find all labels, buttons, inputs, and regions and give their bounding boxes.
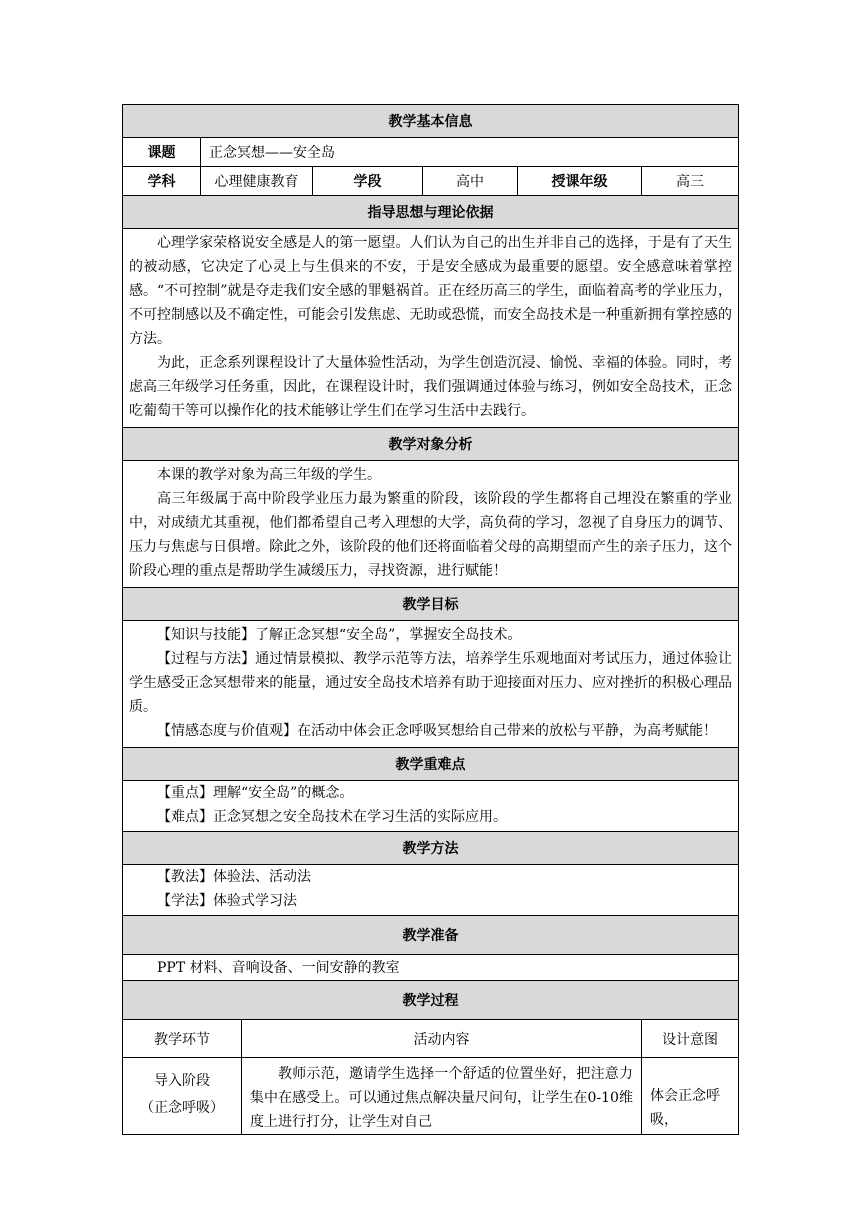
section-title: 教学基本信息 [123,105,739,138]
stage-label: 学段 [313,167,423,196]
process-header-stage: 教学环节 [123,1020,242,1058]
paragraph: 心理学家荣格说安全感是人的第一愿望。人们认为自己的出生并非自己的选择，于是有了天生的被动感，它决定了心灵上与生俱来的不安，于是安全感成为最重要的愿望。安全感意味着掌控感。“不可控制”就是夺走我们安全感的罪魁祸首。正在经历高三的学生，面临着高考的学业压力，不可控制感以及不确定性，可能会引发焦虑、无助或恐慌，而安全岛技术是一种重新拥有掌控感的方法。 [129,235,733,347]
guiding-content [123,229,739,428]
prep-content [123,955,739,981]
paragraph: 为此，正念系列课程设计了大量体验性活动，为学生创造沉浸、愉悦、幸福的体验。同时，考虑高三年级学习任务重，因此，在课程设计时，我们强调通过体验与练习，例如安全岛技术，正念吃葡萄干等可以操作化的技术能够让学生们在学习生活中去践行。 [129,355,733,419]
topic-label: 课题 [123,138,201,167]
paragraph: 【知识与技能】了解正念冥想“安全岛”，掌握安全岛技术。 [157,627,522,643]
paragraph: 【过程与方法】通过情景模拟、教学示范等方法，培养学生乐观地面对考试压力，通过体验让学生感受正念冥想带来的能量，通过安全岛技术培养有助于迎接面对压力、应对挫折的积极心理品质。 [129,651,733,715]
subject-value: 心理健康教育 [201,167,313,196]
paragraph: PPT 材料、音响设备、一间安静的教室 [157,959,400,976]
paragraph: 【重点】理解“安全岛”的概念。 [157,785,354,801]
objects-content-row [123,461,739,588]
section-key-points [123,748,739,781]
process-row [123,1058,739,1135]
lesson-plan-table [122,104,739,1135]
section-basic-info [123,105,739,138]
subject-row [123,167,739,196]
paragraph: 【学法】体验式学习法 [157,893,297,909]
process-intent-cell: 体会正念呼吸， [642,1058,739,1135]
methods-content-row [123,865,739,916]
paragraph: 【情感态度与价值观】在活动中体会正念呼吸冥想给自己带来的放松与平静，为高考赋能！ [157,723,717,739]
key-content-row [123,781,739,832]
section-goals [123,588,739,621]
paragraph: 本课的教学对象为高三年级的学生。 [157,467,381,483]
goals-content-row [123,621,739,748]
grade-value: 高三 [642,167,739,196]
grade-label: 授课年级 [518,167,642,196]
topic-row [123,138,739,167]
prep-content-row [123,955,739,981]
activity-text: 教师示范，邀请学生选择一个舒适的位置坐好，把注意力集中在感受上。可以通过焦点解决量尺问句，让学生在0-10维度上进行打分，让学生对自己 [250,1066,633,1130]
section-process [123,981,739,1020]
section-methods [123,832,739,865]
process-stage-cell [123,1058,242,1135]
section-guiding [123,196,739,229]
goals-content [123,621,739,748]
objects-content [123,461,739,588]
process-header-row [123,1020,739,1058]
section-title: 教学准备 [123,916,739,955]
key-content [123,781,739,832]
paragraph: 【难点】正念冥想之安全岛技术在学习生活的实际应用。 [157,809,507,825]
stage-name: 导入阶段 [154,1073,210,1089]
stage-value: 高中 [423,167,518,196]
stage-subtitle: （正念呼吸） [140,1100,224,1116]
topic-value: 正念冥想——安全岛 [201,138,739,167]
section-objects [123,428,739,461]
section-title: 教学重难点 [123,748,739,781]
subject-label: 学科 [123,167,201,196]
section-title: 指导思想与理论依据 [123,196,739,229]
section-title: 教学方法 [123,832,739,865]
section-title: 教学过程 [123,981,739,1020]
process-header-activity: 活动内容 [242,1020,642,1058]
paragraph: 高三年级属于高中阶段学业压力最为繁重的阶段，该阶段的学生都将自己埋没在繁重的学业中，对成绩尤其重视，他们都希望自己考入理想的大学，高负荷的学习，忽视了自身压力的调节、压力与焦虑与日俱增。除此之外，该阶段的他们还将面临着父母的高期望而产生的亲子压力，这个阶段心理的重点是帮助学生减缓压力，寻找资源，进行赋能！ [129,491,733,579]
guiding-content-row [123,229,739,428]
methods-content [123,865,739,916]
section-title: 教学对象分析 [123,428,739,461]
process-activity-cell [242,1058,642,1135]
section-title: 教学目标 [123,588,739,621]
paragraph: 【教法】体验法、活动法 [157,869,311,885]
section-prep [123,916,739,955]
process-header-intent: 设计意图 [642,1020,739,1058]
